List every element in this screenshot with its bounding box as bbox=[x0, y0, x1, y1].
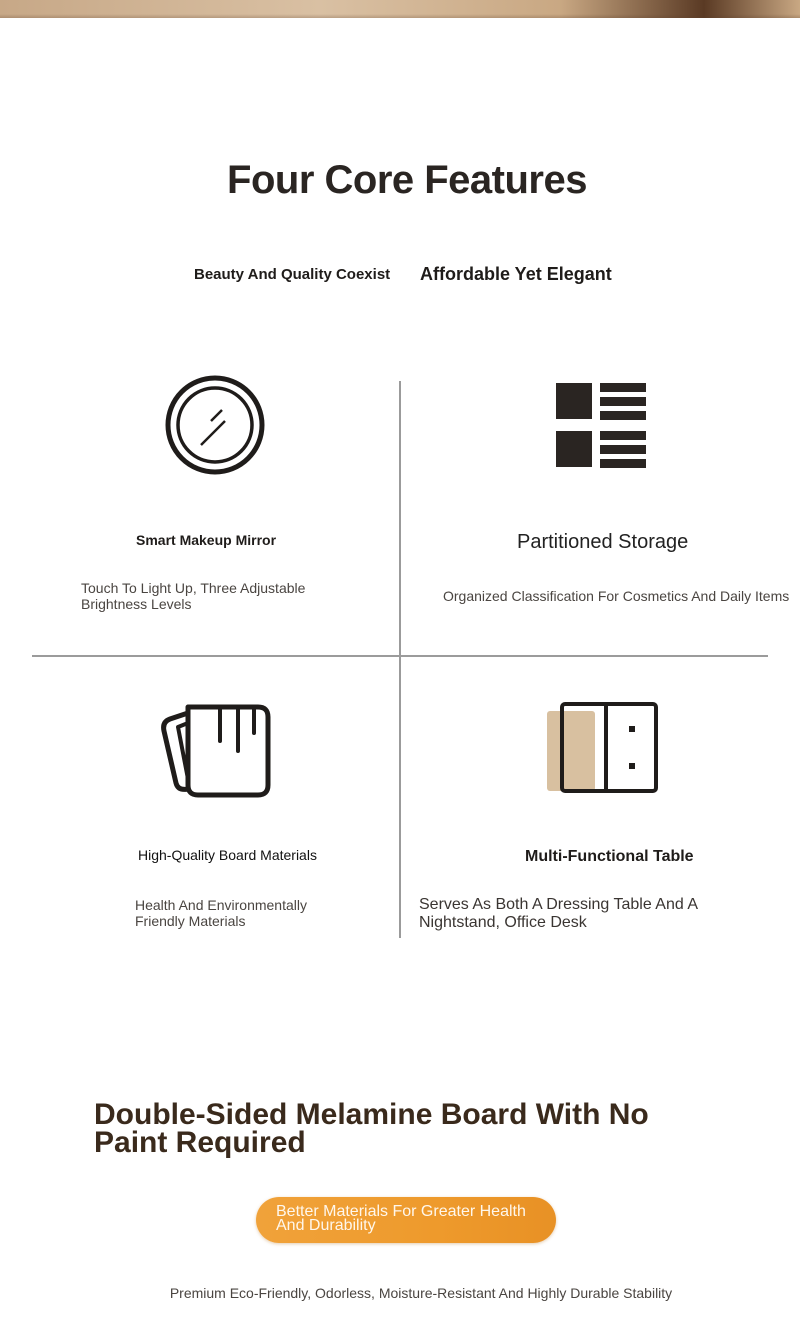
top-product-image-strip bbox=[0, 0, 800, 18]
cabinet-table-icon bbox=[545, 701, 659, 795]
round-mirror-icon bbox=[163, 373, 267, 477]
feature-title-mirror: Smart Makeup Mirror bbox=[136, 532, 277, 548]
feature-desc-board: Health And Environmentally Friendly Materials bbox=[135, 897, 307, 929]
feature-desc-table: Serves As Both A Dressing Table And A Nightstand, Office Desk bbox=[419, 896, 698, 931]
vertical-divider bbox=[399, 381, 401, 938]
feature-title-table: Multi-Functional Table bbox=[525, 848, 694, 865]
board-section-title: Double-Sided Melamine Board With No Paint Required bbox=[94, 1098, 649, 1159]
feature-desc-storage: Organized Classification For Cosmetics And Daily Items bbox=[443, 588, 790, 604]
board-panels-icon bbox=[158, 699, 272, 799]
storage-grid-icon bbox=[554, 381, 648, 471]
page-title: Four Core Features bbox=[227, 158, 587, 202]
materials-button[interactable]: Better Materials For Greater Health And Durability bbox=[256, 1197, 556, 1243]
tagline-left: Beauty And Quality Coexist bbox=[194, 266, 391, 283]
feature-title-storage: Partitioned Storage bbox=[517, 531, 689, 553]
feature-title-board: High-Quality Board Materials bbox=[138, 847, 317, 863]
horizontal-divider bbox=[32, 655, 768, 657]
board-section-footer: Premium Eco-Friendly, Odorless, Moisture-Resistant And Highly Durable Stability bbox=[169, 1285, 673, 1301]
tagline-right: Affordable Yet Elegant bbox=[420, 264, 612, 284]
feature-desc-mirror: Touch To Light Up, Three Adjustable Brightness Levels bbox=[81, 580, 306, 612]
